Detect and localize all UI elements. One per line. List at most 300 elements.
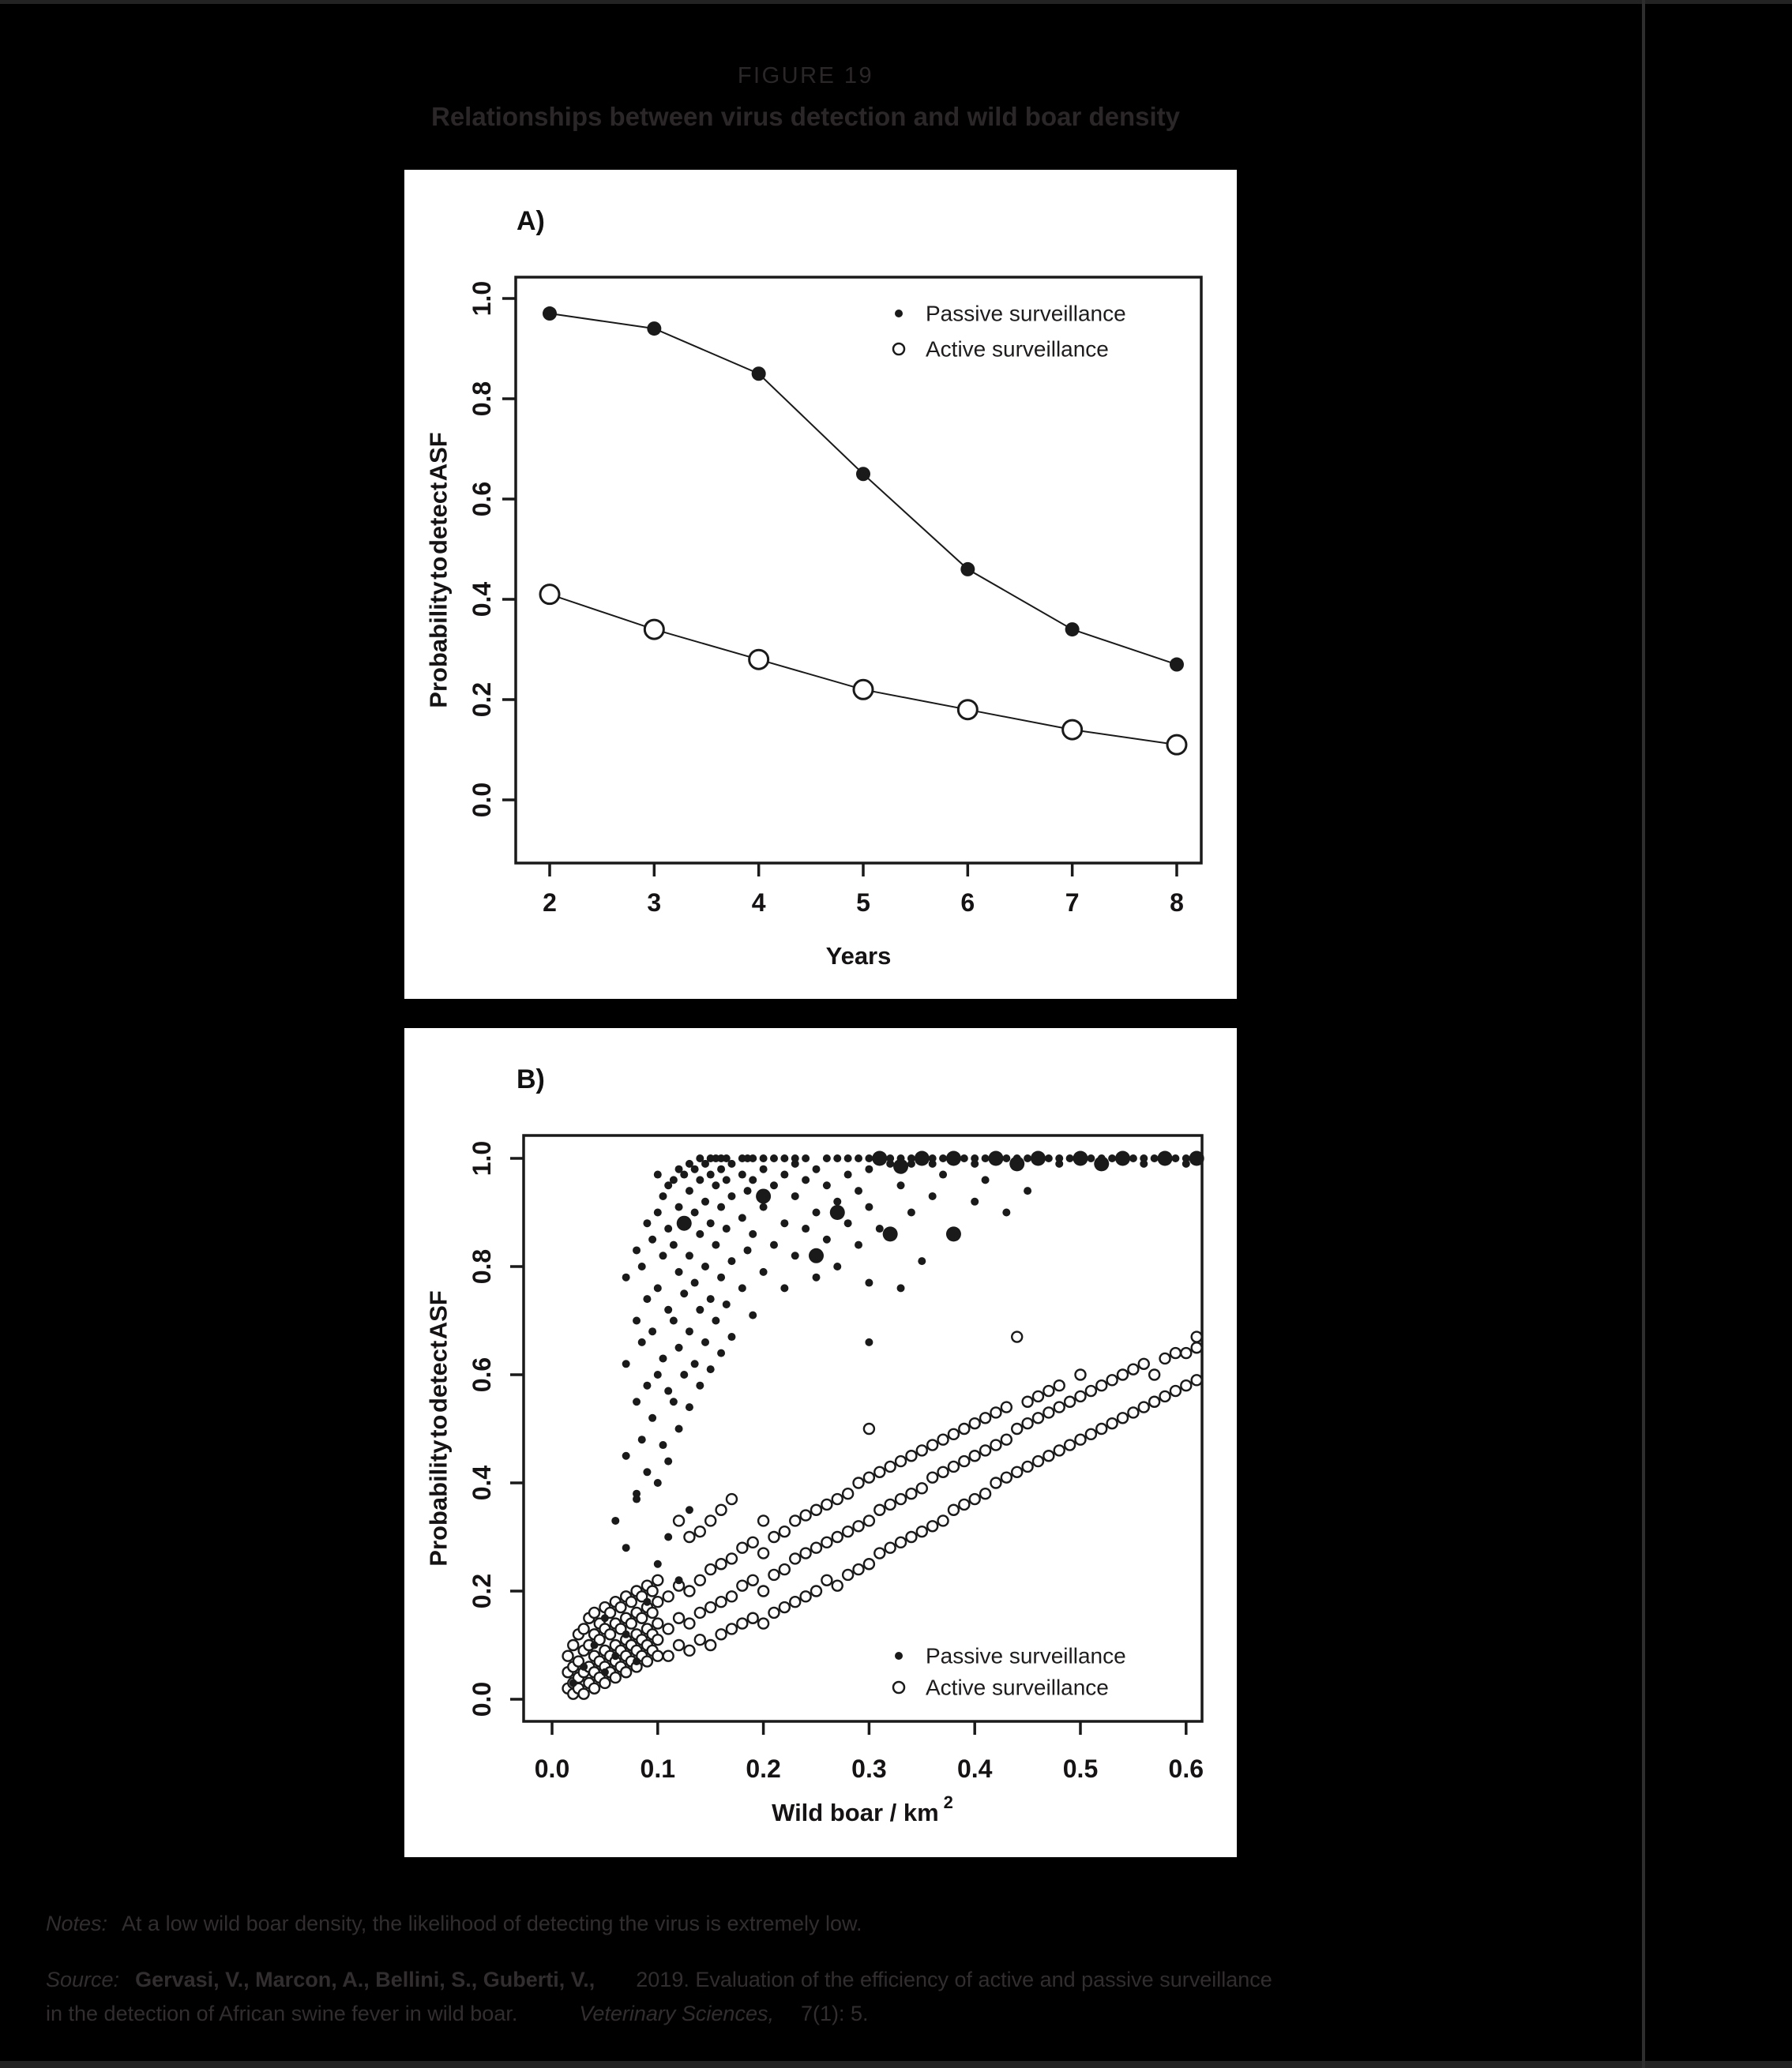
passive-point (707, 1171, 715, 1179)
active-point (811, 1505, 821, 1515)
x-tick-label: 4 (751, 888, 766, 917)
passive-point (813, 1165, 821, 1173)
passive-point (802, 1176, 810, 1184)
active-point (927, 1473, 937, 1483)
active-point (1043, 1386, 1054, 1396)
active-point (1001, 1473, 1012, 1483)
y-tick-label: 1.0 (468, 280, 496, 317)
passive-point (844, 1171, 852, 1179)
active-point (949, 1462, 959, 1472)
passive-point (770, 1181, 778, 1189)
passive-point (664, 1458, 672, 1466)
active-point (1167, 735, 1186, 754)
active-point (737, 1581, 747, 1591)
passive-point (701, 1338, 709, 1346)
passive-point (865, 1154, 873, 1162)
active-point (579, 1623, 589, 1634)
active-point (864, 1559, 874, 1569)
passive-point (643, 1382, 651, 1390)
active-point (906, 1488, 916, 1499)
passive-point (1158, 1151, 1173, 1166)
passive-point (1066, 1154, 1074, 1162)
active-point (980, 1413, 990, 1423)
panel-b (404, 1028, 1237, 1857)
passive-point (865, 1279, 873, 1287)
passive-point (675, 1203, 683, 1211)
passive-point (760, 1268, 768, 1276)
passive-point (749, 1230, 757, 1238)
passive-point (601, 1668, 609, 1676)
passive-point (701, 1263, 709, 1270)
passive-point (946, 1151, 961, 1166)
passive-point (622, 1274, 630, 1282)
active-point (1086, 1386, 1096, 1396)
passive-point (654, 1479, 662, 1487)
passive-point (780, 1284, 788, 1292)
passive-point (727, 1257, 735, 1265)
active-point (906, 1532, 916, 1542)
active-point (727, 1591, 737, 1601)
active-point (599, 1678, 610, 1688)
passive-point (1151, 1154, 1159, 1162)
passive-point (670, 1241, 678, 1249)
active-point (727, 1553, 737, 1563)
active-point (832, 1581, 843, 1591)
active-point (970, 1418, 980, 1428)
passive-point (929, 1192, 937, 1200)
source-citation: 2019. Evaluation of the efficiency of active and passive surveillance (636, 1968, 1272, 1991)
legend-active-icon (893, 343, 904, 355)
active-point (748, 1537, 758, 1548)
active-point (1096, 1424, 1106, 1434)
passive-point (643, 1295, 651, 1303)
passive-point (686, 1403, 693, 1411)
active-point (938, 1435, 949, 1445)
active-point (1096, 1380, 1106, 1391)
passive-point (717, 1165, 725, 1173)
passive-point (760, 1154, 768, 1162)
passive-point (738, 1171, 746, 1179)
passive-point (643, 1598, 651, 1606)
active-point (1181, 1380, 1191, 1391)
passive-point (833, 1198, 841, 1206)
notes-text: At a low wild boar density, the likelihood of detecting the virus is extremely low. (122, 1912, 862, 1935)
active-point (896, 1537, 906, 1548)
x-tick-label: 8 (1170, 888, 1184, 917)
active-point (626, 1619, 637, 1629)
passive-point (680, 1371, 688, 1379)
active-point (1192, 1342, 1202, 1353)
active-point (705, 1515, 716, 1526)
passive-point (1115, 1151, 1130, 1166)
active-point (843, 1488, 853, 1499)
active-point (1054, 1402, 1065, 1413)
passive-point (907, 1209, 915, 1217)
passive-point (1108, 1154, 1116, 1162)
active-point (1118, 1370, 1128, 1380)
active-point (864, 1473, 874, 1483)
passive-point (686, 1506, 693, 1514)
passive-point (654, 1209, 662, 1217)
passive-point (813, 1274, 821, 1282)
passive-point (664, 1533, 672, 1541)
passive-point (1073, 1151, 1088, 1166)
passive-point (856, 467, 870, 481)
passive-point (1189, 1151, 1204, 1166)
active-point (801, 1511, 811, 1521)
page-top-edge (0, 0, 1792, 4)
page-right-edge-line (1642, 0, 1645, 2068)
active-point (1170, 1348, 1181, 1358)
passive-point (1182, 1160, 1190, 1168)
active-point (716, 1629, 727, 1639)
y-tick-label: 0.0 (468, 1681, 496, 1717)
x-tick-label: 0.3 (851, 1755, 887, 1783)
passive-point (1031, 1151, 1046, 1166)
passive-point (791, 1252, 799, 1259)
passive-point (833, 1154, 841, 1162)
active-point (821, 1537, 832, 1548)
passive-point (749, 1312, 757, 1319)
active-point (768, 1608, 779, 1618)
passive-point (691, 1360, 699, 1368)
x-tick-label: 2 (543, 888, 557, 917)
x-axis-title: Wild boar / km $^2$ (772, 1792, 953, 1826)
passive-point (865, 1165, 873, 1173)
passive-point (654, 1284, 662, 1292)
passive-point (833, 1263, 841, 1270)
series-line-active (550, 595, 1177, 745)
legend-label: Passive surveillance (926, 301, 1126, 326)
legend-label: Passive surveillance (926, 1643, 1126, 1668)
passive-point (855, 1241, 862, 1249)
active-point (674, 1640, 684, 1650)
x-tick-label: 5 (856, 888, 870, 917)
passive-point (897, 1284, 905, 1292)
active-point (684, 1646, 694, 1656)
passive-point (897, 1181, 905, 1189)
panel-a (404, 170, 1237, 999)
active-point (1107, 1418, 1118, 1428)
active-point (885, 1462, 896, 1472)
active-point (1076, 1391, 1086, 1402)
passive-point (723, 1225, 731, 1233)
passive-point (749, 1154, 757, 1162)
active-point (1192, 1375, 1202, 1385)
y-tick-label: 0.4 (468, 581, 496, 617)
passive-point (760, 1203, 768, 1211)
active-point (1033, 1456, 1043, 1466)
passive-point (809, 1248, 824, 1263)
passive-point (648, 1236, 656, 1244)
passive-point (883, 1226, 898, 1241)
active-point (790, 1597, 800, 1607)
passive-point (717, 1274, 725, 1282)
active-point (854, 1478, 864, 1488)
active-point (1043, 1451, 1054, 1461)
x-tick-label: 0.1 (640, 1755, 676, 1783)
passive-point (622, 1631, 630, 1638)
passive-point (664, 1387, 672, 1395)
active-point (1192, 1332, 1202, 1342)
active-point (949, 1429, 959, 1439)
active-point (637, 1613, 647, 1623)
passive-point (939, 1171, 947, 1179)
passive-point (1171, 1154, 1179, 1162)
x-tick-label: 0.6 (1168, 1755, 1204, 1783)
passive-point (664, 1306, 672, 1314)
passive-point (659, 1192, 667, 1200)
source-line2-text: in the detection of African swine fever in wild boar. (46, 2002, 518, 2025)
active-point (1023, 1462, 1033, 1472)
active-point (589, 1608, 599, 1618)
passive-point (982, 1176, 990, 1184)
active-point (1012, 1424, 1022, 1434)
active-point (864, 1424, 874, 1434)
active-point (648, 1608, 658, 1618)
passive-point (580, 1663, 588, 1671)
active-point (758, 1515, 768, 1526)
active-point (626, 1597, 637, 1607)
active-point (811, 1586, 821, 1597)
passive-point (647, 321, 661, 336)
passive-point (760, 1165, 768, 1173)
passive-point (633, 1657, 641, 1665)
passive-point (865, 1203, 873, 1211)
passive-point (1140, 1160, 1148, 1168)
active-point (705, 1640, 716, 1650)
active-point (716, 1505, 727, 1515)
passive-point (591, 1642, 599, 1650)
active-point (758, 1619, 768, 1629)
passive-point (1129, 1154, 1137, 1162)
active-point (790, 1553, 800, 1563)
active-point (1107, 1375, 1118, 1385)
passive-point (696, 1306, 704, 1314)
active-point (938, 1467, 949, 1477)
passive-point (701, 1198, 709, 1206)
y-axis-title: Probability to detect ASF (424, 432, 453, 708)
active-point (684, 1532, 694, 1542)
active-point (990, 1440, 1001, 1451)
active-point (990, 1407, 1001, 1417)
passive-point (712, 1317, 719, 1325)
active-point (663, 1623, 674, 1634)
passive-point (622, 1544, 630, 1552)
active-point (874, 1505, 885, 1515)
active-point (1001, 1435, 1012, 1445)
active-point (896, 1494, 906, 1504)
active-point (758, 1586, 768, 1597)
page-bottom-edge (0, 2061, 1792, 2068)
y-axis-title: Probability to detect ASF (424, 1290, 453, 1567)
active-point (716, 1559, 727, 1569)
panel-b-chart (404, 1028, 1237, 1857)
passive-point (752, 366, 766, 381)
active-point (1054, 1380, 1065, 1391)
passive-point (1002, 1209, 1010, 1217)
active-point (684, 1619, 694, 1629)
active-point (1012, 1332, 1022, 1342)
active-point (1181, 1348, 1191, 1358)
passive-point (569, 1679, 577, 1687)
y-tick-label: 0.2 (468, 681, 496, 718)
legend-passive-icon (895, 1652, 903, 1660)
passive-point (929, 1160, 937, 1168)
x-tick-label: 0.2 (746, 1755, 781, 1783)
x-tick-label: 0.0 (534, 1755, 570, 1783)
passive-point (830, 1205, 845, 1220)
y-tick-label: 1.0 (468, 1140, 496, 1177)
passive-point (791, 1192, 799, 1200)
active-point (1170, 1386, 1181, 1396)
passive-point (680, 1171, 688, 1179)
passive-point (670, 1398, 678, 1406)
active-point (749, 650, 768, 669)
source-line-2 (46, 1997, 1594, 2031)
passive-point (654, 1371, 662, 1379)
passive-point (1094, 1156, 1109, 1171)
active-point (579, 1689, 589, 1699)
active-point (1128, 1407, 1138, 1417)
source-authors: Gervasi, V., Marcon, A., Bellini, S., Guberti, V., (135, 1968, 595, 1991)
active-point (1023, 1418, 1033, 1428)
passive-point (675, 1425, 683, 1433)
active-point (1139, 1359, 1149, 1369)
passive-point (738, 1214, 746, 1222)
passive-point (675, 1576, 683, 1584)
passive-point (638, 1263, 646, 1270)
passive-point (717, 1349, 725, 1357)
passive-point (1045, 1154, 1053, 1162)
passive-point (643, 1468, 651, 1476)
active-point (1160, 1353, 1170, 1364)
passive-point (686, 1187, 693, 1195)
active-point (695, 1575, 705, 1586)
active-point (959, 1456, 969, 1466)
active-point (1023, 1397, 1033, 1407)
active-point (615, 1602, 626, 1612)
passive-point (791, 1154, 799, 1162)
active-point (896, 1456, 906, 1466)
passive-point (823, 1181, 831, 1189)
active-point (958, 700, 977, 719)
legend-passive-icon (895, 310, 903, 317)
passive-point (918, 1257, 926, 1265)
series-line-passive (550, 313, 1177, 665)
passive-point (696, 1176, 704, 1184)
passive-point (712, 1181, 719, 1189)
passive-point (648, 1327, 656, 1335)
passive-point (686, 1327, 693, 1335)
active-point (1001, 1402, 1012, 1413)
active-point (737, 1543, 747, 1553)
active-point (843, 1570, 853, 1580)
passive-point (727, 1192, 735, 1200)
passive-point (727, 1160, 735, 1168)
notes-label: Notes: (46, 1912, 108, 1935)
active-point (780, 1526, 790, 1537)
passive-point (633, 1246, 641, 1254)
passive-point (675, 1268, 683, 1276)
active-point (1012, 1467, 1022, 1477)
passive-point (601, 1614, 609, 1622)
passive-point (654, 1560, 662, 1568)
active-point (780, 1602, 790, 1612)
passive-point (675, 1344, 683, 1352)
active-point (652, 1575, 663, 1586)
active-point (917, 1483, 927, 1493)
passive-point (622, 1360, 630, 1368)
passive-point (677, 1216, 692, 1231)
active-point (727, 1623, 737, 1634)
active-point (674, 1515, 684, 1526)
active-point (674, 1613, 684, 1623)
active-point (821, 1499, 832, 1510)
passive-point (712, 1241, 719, 1249)
active-point (695, 1608, 705, 1618)
active-point (695, 1635, 705, 1645)
passive-point (770, 1154, 778, 1162)
active-point (652, 1635, 663, 1645)
passive-point (946, 1226, 961, 1241)
active-point (780, 1564, 790, 1574)
active-point (705, 1602, 716, 1612)
source-issue: 7(1): 5. (800, 2002, 869, 2025)
active-point (801, 1548, 811, 1559)
active-point (1149, 1397, 1159, 1407)
passive-point (707, 1219, 715, 1227)
passive-point (659, 1252, 667, 1259)
figure-header (0, 63, 1611, 132)
active-point (854, 1521, 864, 1531)
active-point (917, 1445, 927, 1455)
passive-point (876, 1225, 884, 1233)
active-point (695, 1526, 705, 1537)
active-point (801, 1591, 811, 1601)
passive-point (648, 1414, 656, 1422)
active-point (949, 1505, 959, 1515)
passive-point (696, 1382, 704, 1390)
passive-point (744, 1187, 752, 1195)
passive-point (696, 1230, 704, 1238)
passive-point (1024, 1154, 1031, 1162)
active-point (684, 1586, 694, 1597)
passive-point (770, 1241, 778, 1249)
active-point (1063, 720, 1082, 739)
active-point (959, 1499, 969, 1510)
x-tick-label: 0.5 (1062, 1755, 1099, 1783)
y-tick-label: 0.6 (468, 481, 496, 517)
active-point (874, 1548, 885, 1559)
x-tick-label: 0.4 (956, 1755, 993, 1783)
active-point (1033, 1413, 1043, 1423)
passive-point (780, 1171, 788, 1179)
active-point (832, 1494, 843, 1504)
active-point (843, 1526, 853, 1537)
passive-point (707, 1295, 715, 1303)
figure-number: FIGURE 19 (737, 63, 874, 88)
active-point (1086, 1429, 1096, 1439)
active-point (1054, 1445, 1065, 1455)
source-journal: Veterinary Sciences, (579, 2002, 774, 2025)
passive-point (886, 1160, 894, 1168)
passive-point (971, 1198, 979, 1206)
passive-point (872, 1151, 887, 1166)
active-point (727, 1494, 737, 1504)
active-point (716, 1597, 727, 1607)
active-point (990, 1478, 1001, 1488)
